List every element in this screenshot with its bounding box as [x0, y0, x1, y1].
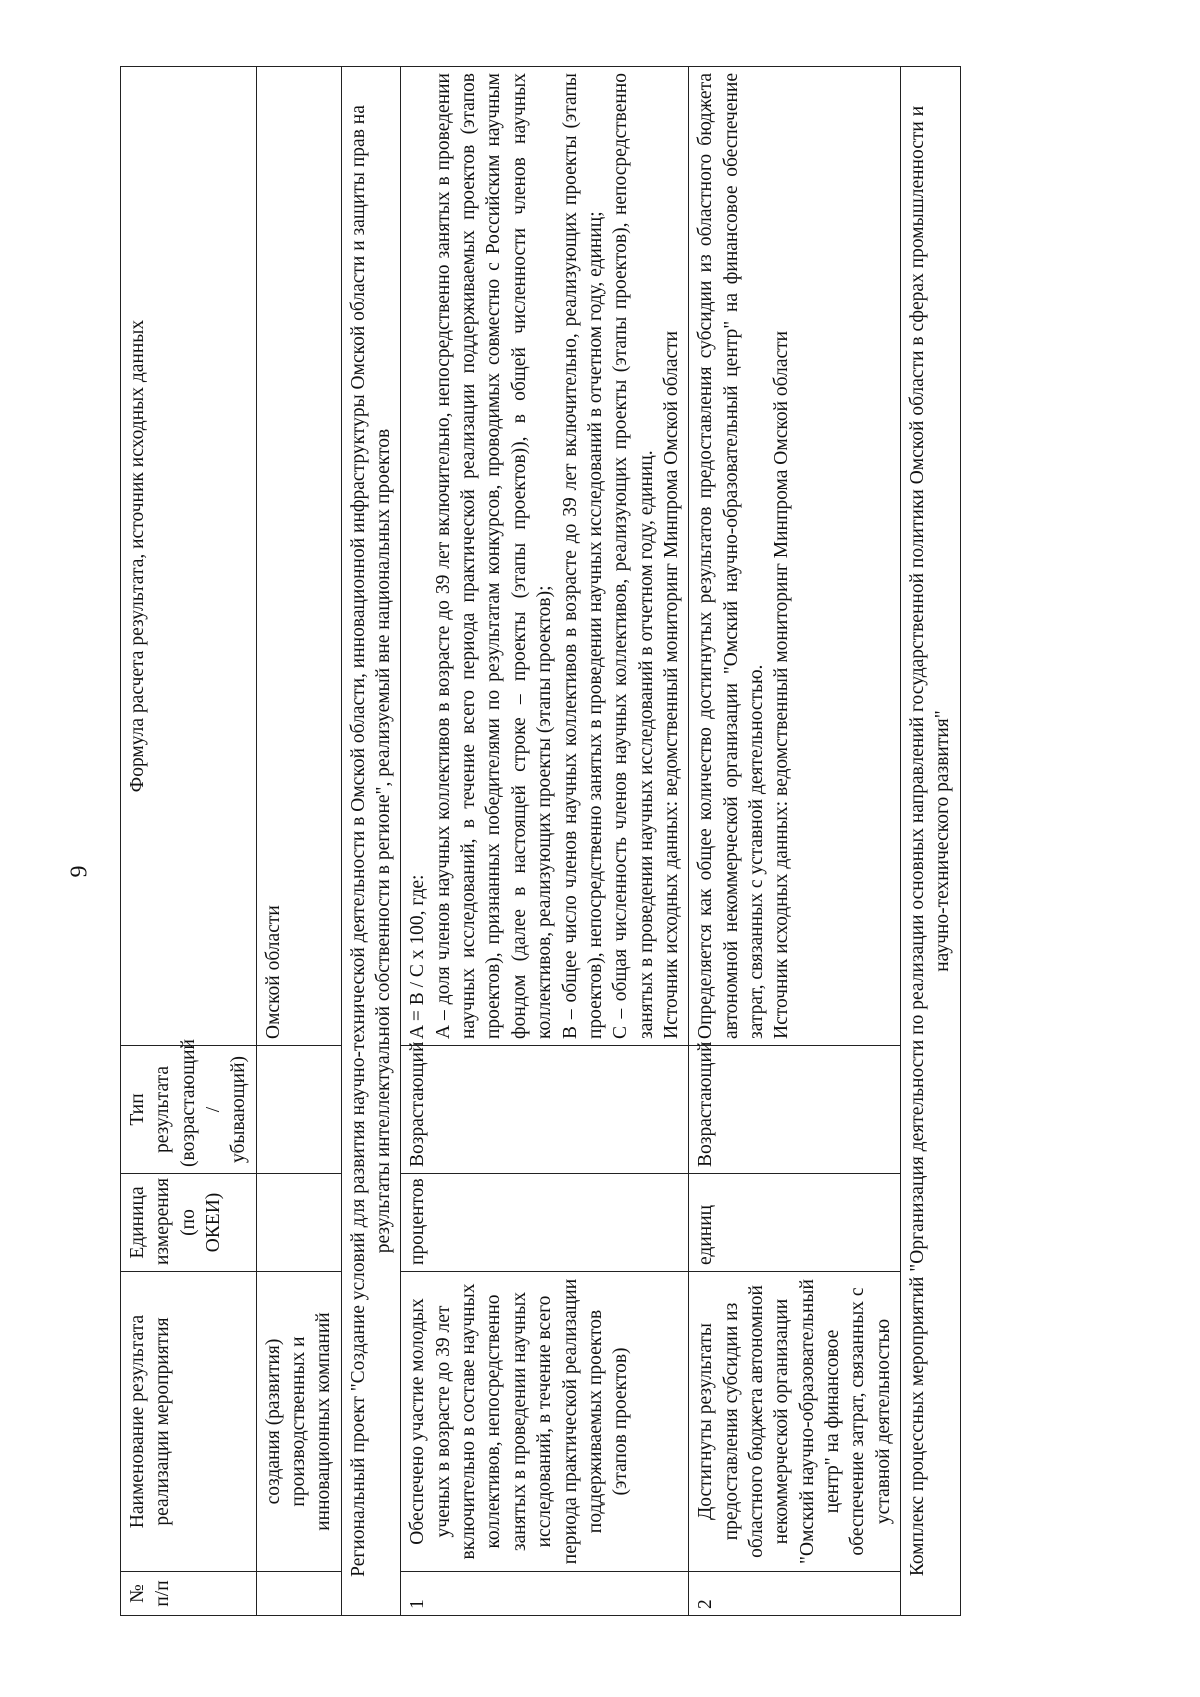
- table-row: [401, 67, 689, 1616]
- header-num: № п/п: [121, 1572, 257, 1616]
- page-number: 9: [66, 865, 93, 878]
- row-name: Обеспечено участие молодых ученых в возрасте до 39 лет включительно в составе научных коллективов, непосредственно занятых в проведении научных исследований, в течение всего периода практической реализации поддерживаемых проектов (этапов проектов): [401, 1272, 689, 1572]
- formula-line: B – общее число членов научных коллективов в возрасте до 39 лет включительно, реализующих проекты (этапы проектов), непосредственно занятых в проведении научных исследований в отчетном году, единиц;: [559, 73, 606, 1039]
- results-table: [120, 66, 961, 1616]
- rotated-table-container: [120, 66, 1080, 1616]
- row-unit: процентов: [401, 1174, 689, 1272]
- continuation-row: [256, 67, 341, 1616]
- formula-line: Источник исходных данных: ведомственный мониторинг Минпрома Омской области: [660, 330, 682, 1039]
- formula-line: C – общая численность членов научных коллективов, реализующих проекты (этапы проектов), непосредственно занятых в проведении научных исследований в отчетном году, единиц.: [610, 73, 657, 1039]
- row-type: Возрастающий: [689, 1046, 901, 1174]
- row-num: 2: [689, 1572, 901, 1616]
- row-formula: [689, 67, 901, 1046]
- continuation-name: создания (развития) производственных и инновационных компаний: [256, 1272, 341, 1572]
- header-type: Тип результата (возрастающий / убывающий): [121, 1046, 257, 1174]
- header-unit: Единица измерения (по ОКЕИ): [121, 1174, 257, 1272]
- row-unit: единиц: [689, 1174, 901, 1272]
- header-formula: Формула расчета результата, источник исходных данных: [121, 67, 257, 1046]
- row-num: 1: [401, 1572, 689, 1616]
- row-formula: [401, 67, 689, 1046]
- section-row-process-complex: [900, 67, 960, 1616]
- section-title-process-complex: Комплекс процессных мероприятий "Организация деятельности по реализации основных направлений государственной политики Омской области в сферах промышленности и научно-технического развития": [900, 67, 960, 1616]
- continuation-formula: Омской области: [256, 67, 341, 1046]
- formula-line: Источник исходных данных: ведомственный мониторинг Минпрома Омской области: [771, 330, 793, 1039]
- row-name: Достигнуты результаты предоставления субсидии из областного бюджета автономной некоммерческой организации "Омский научно-образовательный центр" на финансовое обеспечение затрат, связанных с уставной деятельностью: [689, 1272, 901, 1572]
- section-row-regional-project: [341, 67, 401, 1616]
- header-name: Наименование результата реализации мероприятия: [121, 1272, 257, 1572]
- section-title-regional-project: Региональный проект "Создание условий для развития научно-технической деятельности в Омской области, инновационной инфраструктуры Омской области и защиты прав на результаты интеллектуальной собственности в регионе", реализуемый вне национальных проектов: [341, 67, 401, 1616]
- row-type: Возрастающий: [401, 1046, 689, 1174]
- table-row: [689, 67, 901, 1616]
- formula-line: Определяется как общее количество достигнутых результатов предоставления субсидии из областного бюджета автономной некоммерческой организации "Омский научно-образовательный центр" на финансовое обеспечение затрат, связанных с уставной деятельностью.: [695, 73, 767, 1039]
- table-header-row: [121, 67, 257, 1616]
- formula-line: A = B / C x 100, где:: [407, 874, 429, 1039]
- formula-line: A – доля членов научных коллективов в возрасте до 39 лет включительно, непосредственно занятых в проведении научных исследований, в течение всего периода практической реализации поддерживаемых проектов (этапов проектов), признанных победителями по результатам конкурсов, проводимых совместно с Российским научным фондом (далее в настоящей строке – проекты (этапы проектов)), в общей численности членов научных коллективов, реализующих проекты (этапы проектов);: [432, 73, 556, 1039]
